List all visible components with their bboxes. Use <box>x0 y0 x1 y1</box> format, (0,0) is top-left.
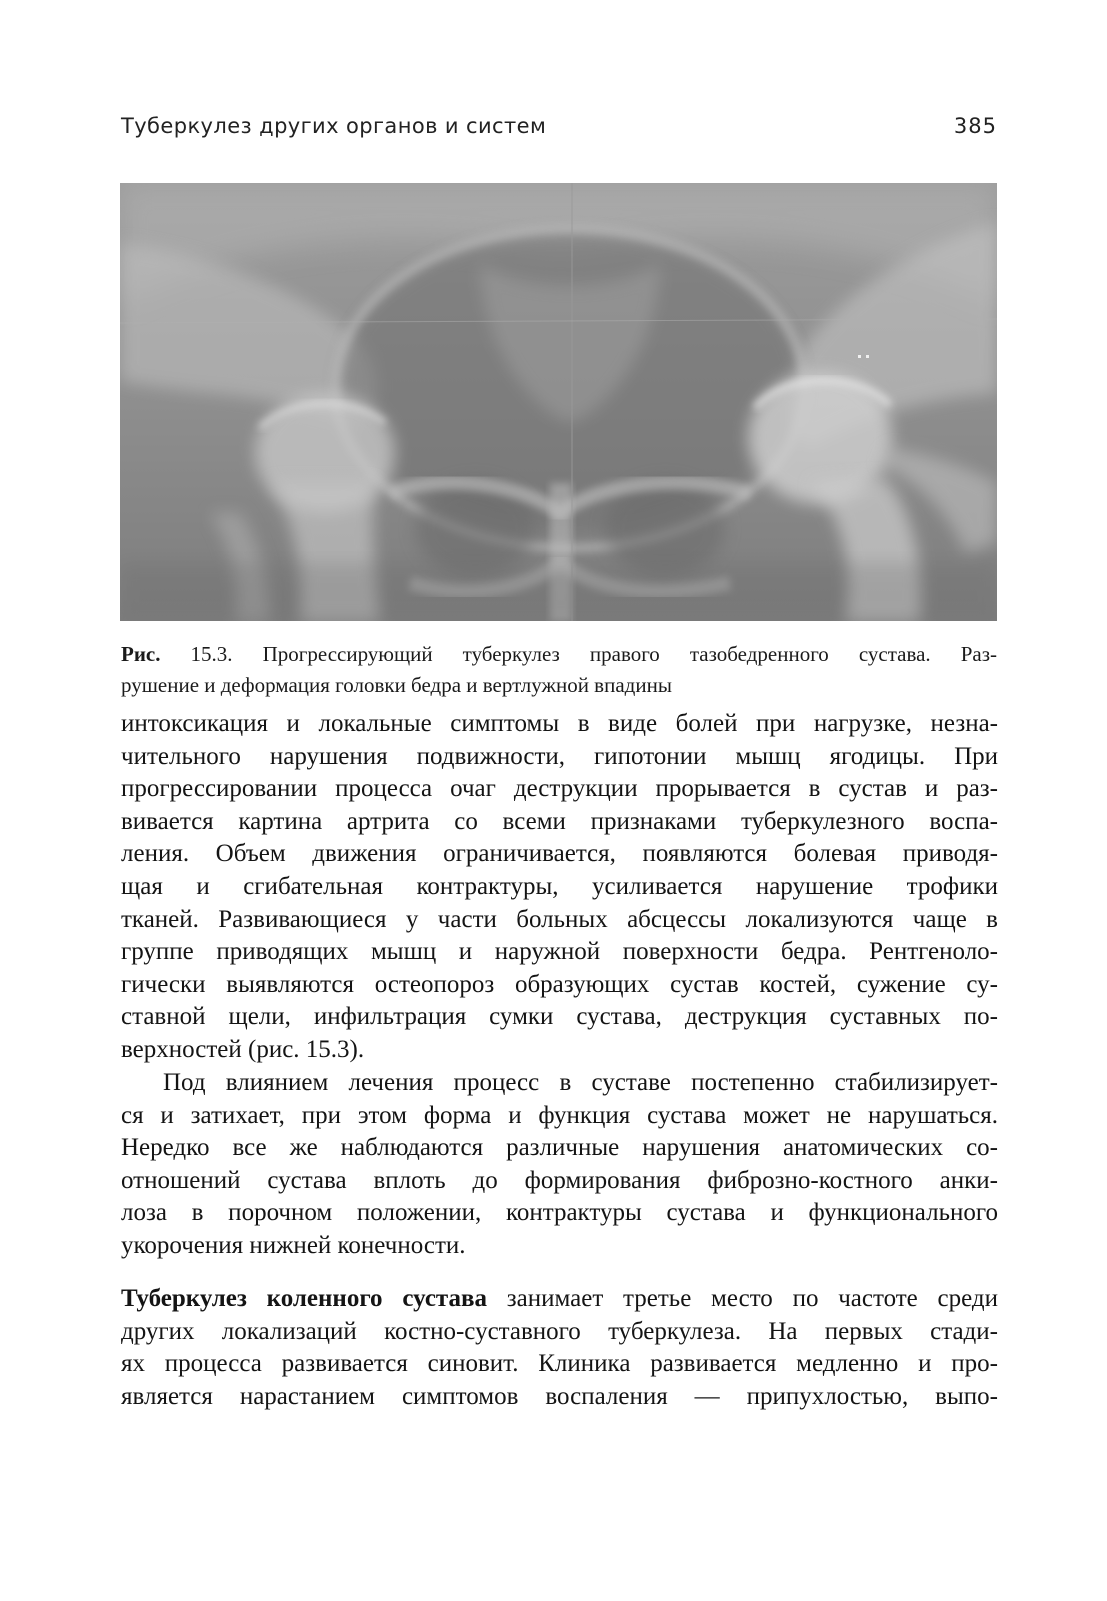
text-line: отношений сустава вплоть до формирования фиброзно-костного анки- <box>121 1166 998 1194</box>
text-line: верхностей (рис. 15.3). <box>121 1035 365 1063</box>
paragraph-3 <box>121 1283 998 1413</box>
text-line <box>121 1283 998 1316</box>
text-line: лоза в порочном положении, контрактуры сустава и функционального <box>121 1199 998 1227</box>
text-line: тканей. Развивающиеся у части больных абсцессы локализуются чаще в <box>121 905 998 933</box>
xray-figure <box>120 183 997 621</box>
page-number: 385 <box>953 114 997 138</box>
text-line: является нарастанием симптомов воспаления — припухлостью, выпо- <box>121 1382 998 1410</box>
text-line: ставной щели, инфильтрация сумки сустава, деструкция суставных по- <box>121 1003 998 1031</box>
text-line: щая и сгибательная контрактуры, усиливается нарушение трофики <box>121 872 998 900</box>
pelvis-xray-image <box>120 183 997 621</box>
text-line: чительного нарушения подвижности, гипотонии мышц ягодицы. При <box>121 742 998 770</box>
caption-text: 15.3. Прогрессирующий туберкулез правого тазобедренного сустава. Раз- <box>160 642 997 666</box>
text-line: Нередко все же наблюдаются различные нарушения анатомических со- <box>121 1134 998 1162</box>
text-line: вивается картина артрита со всеми признаками туберкулезного воспа- <box>121 807 998 835</box>
text-line: интоксикация и локальные симптомы в виде болей при нагрузке, незна- <box>121 710 998 737</box>
text-line: Под влиянием лечения процесс в суставе постепенно стабилизирует- <box>163 1069 998 1096</box>
figure-caption <box>121 639 997 701</box>
paragraph-2 <box>121 1067 998 1263</box>
text-line: прогрессировании процесса очаг деструкции прорывается в сустав и раз- <box>121 775 998 803</box>
caption-line: рушение и деформация головки бедра и вертлужной впадины <box>121 673 672 697</box>
running-head-title: Туберкулез других органов и систем <box>121 114 547 138</box>
text-line: группе приводящих мышц и наружной поверхности бедра. Рентгеноло- <box>121 938 998 966</box>
text-line: ления. Объем движения ограничивается, появляются болевая приводя- <box>121 840 998 868</box>
section-lead-term: Туберкулез коленного сустава <box>121 1285 487 1312</box>
text-run: занимает третье место по частоте среди <box>487 1285 998 1312</box>
paragraph-1 <box>121 708 998 1067</box>
figure-label: Рис. <box>121 642 161 666</box>
text-line: других локализаций костно-суставного туберкулеза. На первых стади- <box>121 1317 998 1345</box>
text-line: укорочения нижней конечности. <box>121 1231 466 1259</box>
text-line: ях процесса развивается синовит. Клиника развивается медленно и про- <box>121 1350 998 1378</box>
caption-line <box>121 639 997 670</box>
text-line: ся и затихает, при этом форма и функция сустава может не нарушаться. <box>121 1101 998 1129</box>
text-line: гически выявляются остеопороз образующих сустав костей, сужение су- <box>121 970 998 998</box>
running-head <box>121 114 997 144</box>
